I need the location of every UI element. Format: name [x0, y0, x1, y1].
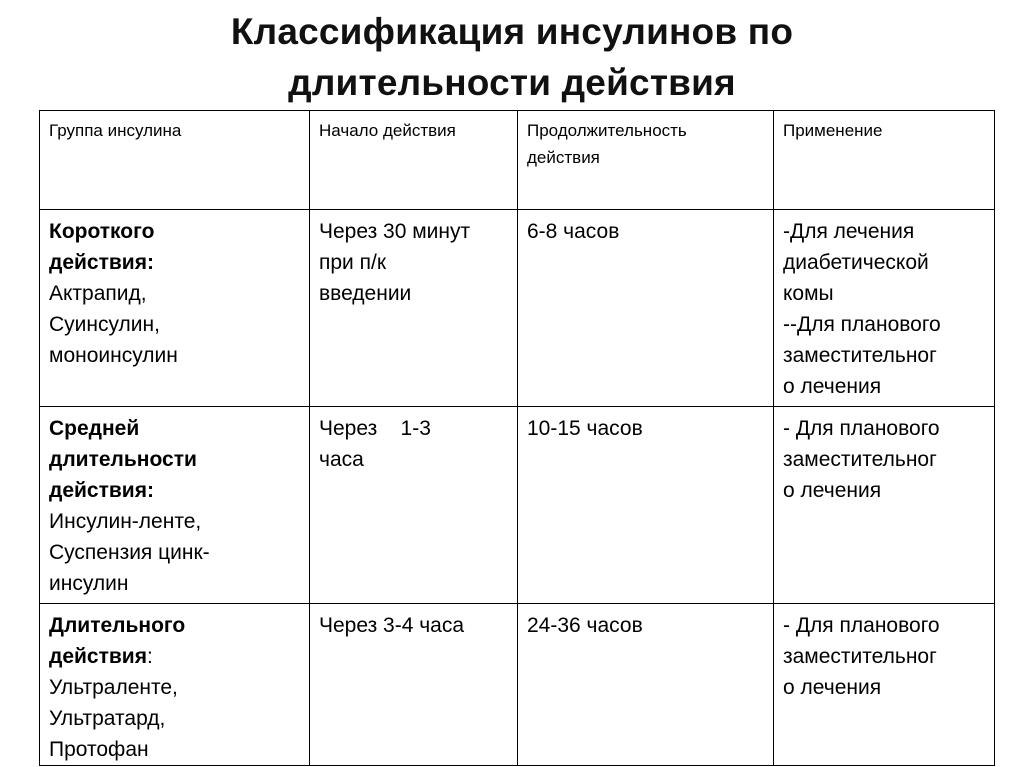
usage-line: --Для планового — [783, 313, 941, 336]
group-name-line: действия: — [49, 251, 154, 274]
group-example: Ультраленте, — [49, 676, 178, 699]
duration-value: 6-8 часов — [527, 220, 620, 243]
usage-line: заместительног — [783, 645, 937, 668]
onset-line: введении — [319, 282, 412, 305]
usage-cell — [774, 604, 995, 766]
table-row — [40, 407, 995, 604]
page-title — [0, 6, 1024, 108]
header-cell-duration — [518, 111, 774, 210]
header-usage-label: Применение — [783, 121, 883, 140]
usage-cell — [774, 210, 995, 407]
usage-line: о лечения — [783, 375, 882, 398]
onset-line: Через 3-4 часа — [319, 614, 465, 637]
group-example: инсулин — [49, 572, 129, 595]
group-name-word: действия — [49, 645, 147, 668]
usage-line: - Для планового — [783, 417, 940, 440]
group-name-line-with-colon — [49, 641, 301, 672]
group-example: Протофан — [49, 738, 149, 761]
group-cell — [40, 407, 310, 604]
usage-line: диабетической — [783, 251, 929, 274]
group-example: Инсулин-ленте, — [49, 510, 202, 533]
group-name-line: Средней — [49, 417, 140, 440]
onset-cell — [310, 210, 518, 407]
group-name-line: действия: — [49, 479, 154, 502]
group-example: Ультратард, — [49, 707, 166, 730]
usage-line: комы — [783, 282, 834, 305]
group-cell — [40, 604, 310, 766]
group-example: Суинсулин, — [49, 313, 160, 336]
table-row — [40, 210, 995, 407]
header-cell-onset — [310, 111, 518, 210]
group-name-colon: : — [146, 645, 153, 668]
table-row — [40, 604, 995, 766]
header-onset-label: Начало действия — [319, 121, 456, 140]
title-line-2: длительности действия — [288, 62, 736, 103]
usage-line: о лечения — [783, 676, 882, 699]
onset-line: при п/к — [319, 251, 387, 274]
usage-line: - Для планового — [783, 614, 940, 637]
usage-line: заместительног — [783, 448, 937, 471]
group-name-line: Длительного — [49, 614, 186, 637]
table-header-row — [40, 111, 995, 210]
group-name-line: Короткого — [49, 220, 155, 243]
usage-line: о лечения — [783, 479, 882, 502]
header-duration-label-line2: действия — [527, 148, 600, 167]
usage-cell — [774, 407, 995, 604]
onset-line: часа — [319, 448, 364, 471]
duration-cell — [518, 210, 774, 407]
header-duration-label-line1: Продолжительность — [527, 121, 687, 140]
duration-cell — [518, 604, 774, 766]
duration-value: 24-36 часов — [527, 614, 643, 637]
group-name-line: длительности — [49, 448, 197, 471]
usage-line: заместительног — [783, 344, 937, 367]
onset-cell — [310, 604, 518, 766]
onset-line: Через 30 минут — [319, 220, 471, 243]
title-line-1: Классификация инсулинов по — [230, 11, 794, 52]
group-example: Суспензия цинк- — [49, 541, 210, 564]
group-example: Актрапид, — [49, 282, 147, 305]
duration-cell — [518, 407, 774, 604]
onset-cell — [310, 407, 518, 604]
header-group-label: Группа инсулина — [49, 121, 182, 140]
insulin-classification-table — [39, 110, 995, 766]
group-example: моноинсулин — [49, 344, 178, 367]
usage-line: -Для лечения — [783, 220, 915, 243]
onset-line: Через 1-3 — [319, 417, 431, 440]
header-cell-group — [40, 111, 310, 210]
header-cell-usage — [774, 111, 995, 210]
duration-value: 10-15 часов — [527, 417, 643, 440]
group-cell — [40, 210, 310, 407]
